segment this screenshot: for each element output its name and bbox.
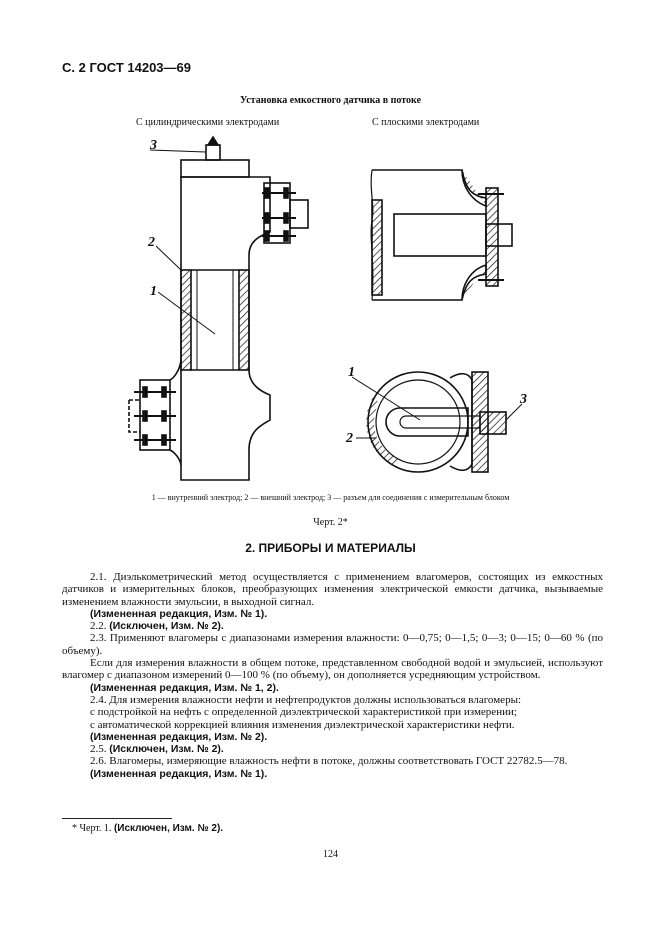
page-header: С. 2 ГОСТ 14203—69	[62, 60, 191, 75]
label-1-left: 1	[150, 284, 157, 299]
figure-subtitle-right: С плоскими электродами	[372, 117, 480, 128]
body-text	[62, 571, 603, 780]
label-2-left: 2	[148, 235, 155, 250]
page-number: 124	[323, 849, 338, 860]
figure-legend: 1 — внутренний электрод; 2 — внешний электрод; 3 — разъем для соединения с измерительным блоком	[151, 493, 510, 502]
paragraph-2-2-number: 2.2.	[90, 620, 107, 633]
footnote-text: (Исключен, Изм. № 2).	[113, 823, 224, 834]
paragraph-2-5-text: (Исключен, Изм. № 2).	[109, 743, 224, 756]
plate-sensor-side-drawing	[371, 170, 512, 300]
footnote-prefix: * Черт. 1.	[72, 823, 112, 834]
figure-subtitle-left: С цилиндрическими электродами	[136, 117, 280, 128]
paragraph-2-3: 2.3. Применяют влагомеры с диапазонами измерения влажности: 0—0,75; 0—1,5; 0—3; 0—15; 0—60 % (по объему).	[62, 632, 603, 657]
paragraph-2-4-b: с автоматической коррекцией влияния изменения диэлектрической характеристики нефти.	[90, 718, 515, 731]
section-title: 2. ПРИБОРЫ И МАТЕРИАЛЫ	[245, 541, 416, 555]
figure-caption: Черт. 2*	[313, 517, 348, 528]
paragraph-2-4-a: с подстройкой на нефть с определенной диэлектрической характеристикой при измерении;	[90, 706, 517, 719]
footnote	[72, 823, 223, 834]
sensor-drawing	[100, 130, 600, 490]
paragraph-2-3-b: Если для измерения влажности в общем потоке, представленном свободной водой и эмульсией, используют влагомер с диапазоном измерений 0—100 % (по объему), он дополняется усредняющим устройством.	[62, 657, 603, 682]
edit-note: (Измененная редакция, Изм. № 1).	[90, 767, 268, 780]
paragraph-2-4: 2.4. Для измерения влажности нефти и нефтепродуктов должны использоваться влагомеры:	[90, 693, 522, 706]
paragraph-2-2-text: (Исключен, Изм. № 2).	[109, 620, 224, 633]
edit-note: (Измененная редакция, Изм. № 1, 2).	[90, 681, 279, 694]
cylindrical-sensor-drawing	[129, 137, 308, 480]
footnote-rule	[62, 818, 172, 819]
figure-title: Установка емкостного датчика в потоке	[239, 95, 422, 106]
edit-note: (Измененная редакция, Изм. № 2).	[90, 730, 268, 743]
paragraph-2-6: 2.6. Влагомеры, измеряющие влажность нефти в потоке, должны соответствовать ГОСТ 22782.5—78.	[90, 755, 568, 768]
label-3-right: 3	[520, 392, 527, 407]
label-3-left: 3	[150, 138, 157, 153]
label-1-right: 1	[348, 365, 355, 380]
label-2-right: 2	[346, 431, 353, 446]
edit-note: (Измененная редакция, Изм. № 1).	[90, 607, 268, 620]
paragraph-2-1: 2.1. Диэлькометрический метод осуществляется с применением влагомеров, состоящих из емкостных датчиков и измерительных блоков, преобразующих изменения электрической емкости датчика, вызываемые изменением влажности эмульсии, в выходной сигнал.	[62, 571, 603, 608]
plate-sensor-section-drawing	[352, 372, 522, 472]
paragraph-2-5-number: 2.5.	[90, 743, 107, 756]
